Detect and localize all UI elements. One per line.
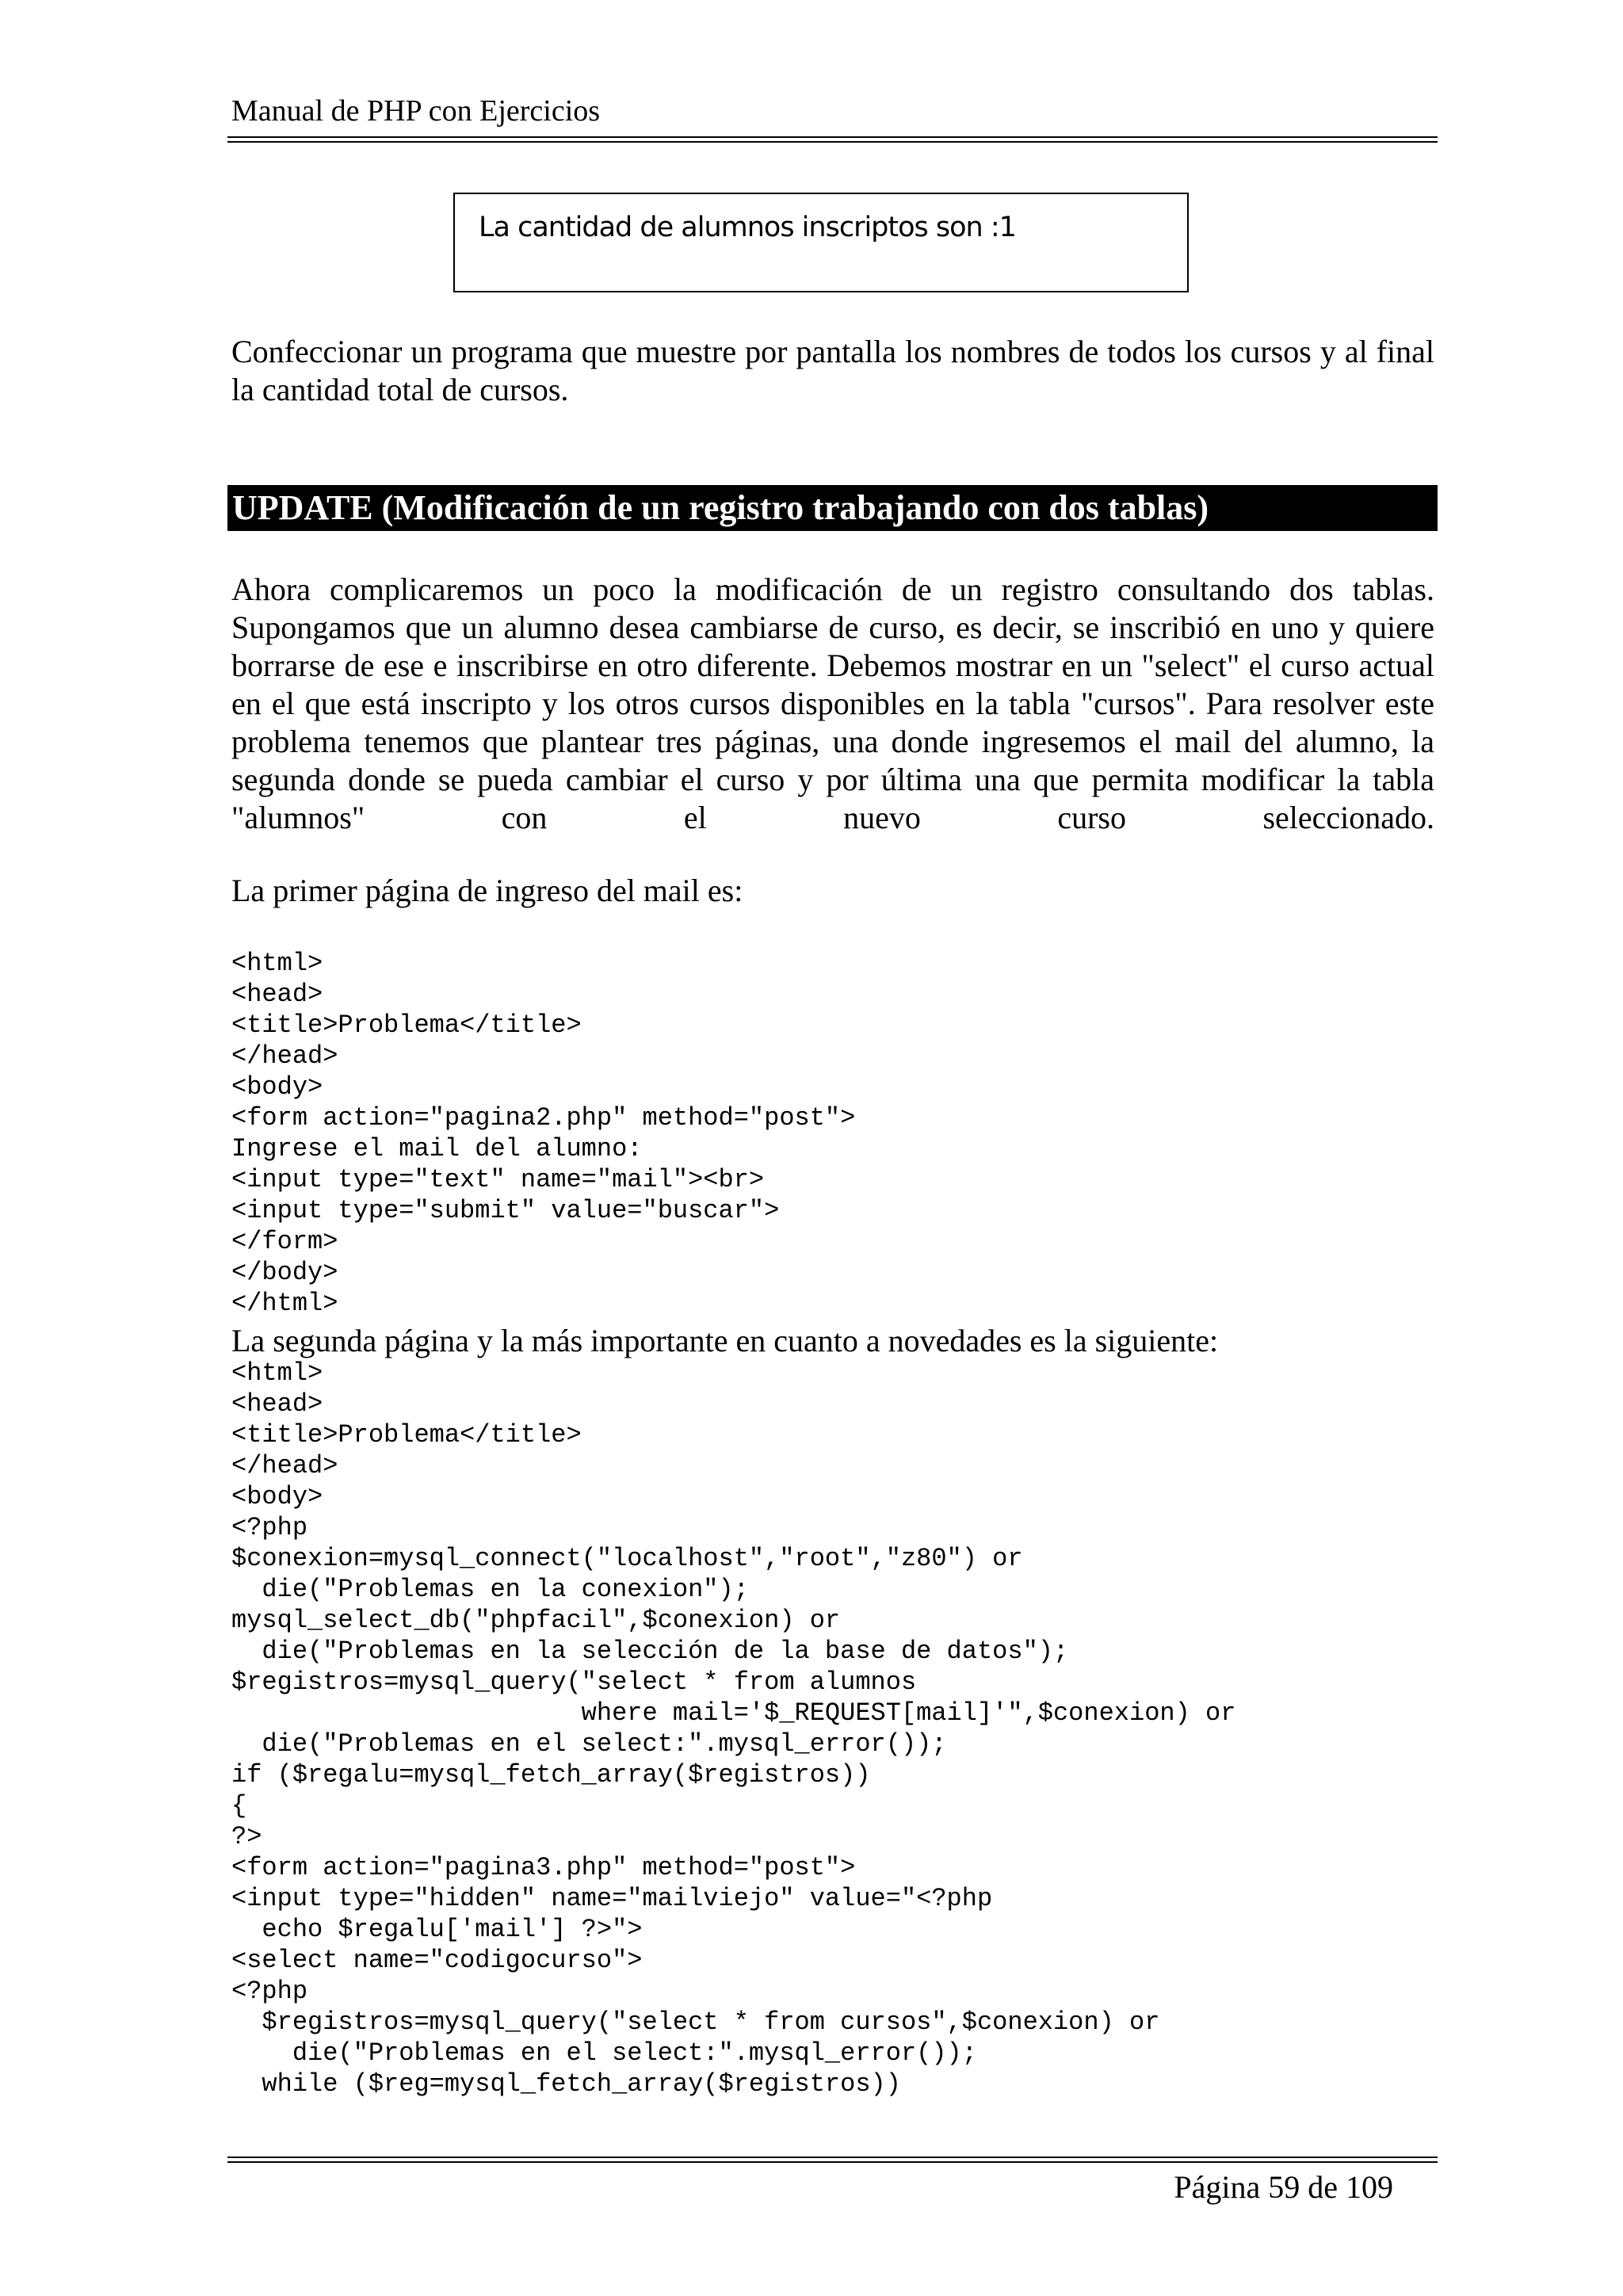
code-line: <select name="codigocurso"> — [231, 1946, 643, 1975]
code-line: $registros=mysql_query("select * from alumnos — [231, 1668, 917, 1697]
code-line: <?php — [231, 1977, 308, 2006]
code-line: </head> — [231, 1041, 338, 1071]
code-line: <head> — [231, 1389, 323, 1419]
code-line: <html> — [231, 949, 323, 978]
exercise-paragraph: Confeccionar un programa que muestre por pantalla los nombres de todos los cursos y al final la cantidad total de cursos. — [231, 334, 1434, 407]
second-page-label: La segunda página y la más importante en cuanto a novedades es la siguiente: — [231, 1323, 1219, 1358]
code-line: <head> — [231, 980, 323, 1009]
code-line: die("Problemas en el select:".mysql_error()); — [231, 2038, 977, 2068]
code-line: <form action="pagina2.php" method="post"> — [231, 1103, 856, 1133]
code-line: <title>Problema</title> — [231, 1420, 582, 1450]
page-header-title: Manual de PHP con Ejercicios — [231, 94, 601, 128]
code-line: if ($regalu=mysql_fetch_array($registros)) — [231, 1760, 871, 1790]
code-line: die("Problemas en la conexion"); — [231, 1575, 749, 1604]
code-block-page2 — [231, 1358, 1235, 2099]
code-line: </body> — [231, 1258, 338, 1287]
code-line: </head> — [231, 1451, 338, 1480]
code-block-page1 — [231, 948, 855, 1319]
page-number: Página 59 de 109 — [1174, 2169, 1393, 2205]
code-line: die("Problemas en el select:".mysql_error()); — [231, 1729, 947, 1759]
code-line: <input type="hidden" name="mailviejo" value="<?php — [231, 1884, 993, 1913]
code-line: <input type="submit" value="buscar"> — [231, 1196, 780, 1225]
code-line: $conexion=mysql_connect("localhost","root","z80") or — [231, 1544, 1023, 1573]
output-screenshot-box — [453, 193, 1189, 292]
section-banner — [227, 485, 1438, 531]
code-line: $registros=mysql_query("select * from cursos",$conexion) or — [231, 2008, 1160, 2037]
intro-paragraph: Ahora complicaremos un poco la modificación de un registro consultando dos tablas. Supongamos que un alumno desea cambiarse de curso, es decir, se inscribió en uno y quiere borrarse de ese e inscribirse en otro diferente. Debemos mostrar en un "select" el curso actual en el que está inscripto y los otros cursos disponibles en la tabla "cursos". Para resolver este problema tenemos que plantear tres páginas, una donde ingresemos el mail del alumno, la segunda donde se pueda cambiar el curso y por última una que permita modificar la tabla "alumnos" con el nuevo curso seleccionado. — [231, 571, 1434, 835]
header-divider — [227, 136, 1438, 143]
footer-divider — [227, 2157, 1438, 2163]
code-line: ?> — [231, 1822, 262, 1851]
code-line: <input type="text" name="mail"><br> — [231, 1165, 765, 1194]
code-line: where mail='$_REQUEST[mail]'",$conexion) or — [231, 1698, 1236, 1728]
code-line: </html> — [231, 1289, 338, 1318]
section-title: UPDATE (Modificación de un registro trabajando con dos tablas) — [232, 488, 1209, 527]
code-line: { — [231, 1791, 247, 1820]
code-line: <?php — [231, 1513, 308, 1542]
code-line: die("Problemas en la selección de la base de datos"); — [231, 1637, 1069, 1666]
code-line: </form> — [231, 1227, 338, 1256]
code-line: <title>Problema</title> — [231, 1010, 582, 1040]
code-line: <body> — [231, 1072, 323, 1102]
code-line: mysql_select_db("phpfacil",$conexion) or — [231, 1606, 841, 1635]
code-line: <form action="pagina3.php" method="post"> — [231, 1853, 856, 1882]
first-page-label: La primer página de ingreso del mail es: — [231, 873, 743, 908]
code-line: <body> — [231, 1482, 323, 1511]
code-line: <html> — [231, 1358, 323, 1388]
code-line: Ingrese el mail del alumno: — [231, 1134, 643, 1163]
code-line: while ($reg=mysql_fetch_array($registros)) — [231, 2069, 901, 2099]
output-text: La cantidad de alumnos inscriptos son :1 — [479, 212, 1016, 243]
code-line: echo $regalu['mail'] ?>"> — [231, 1915, 643, 1944]
